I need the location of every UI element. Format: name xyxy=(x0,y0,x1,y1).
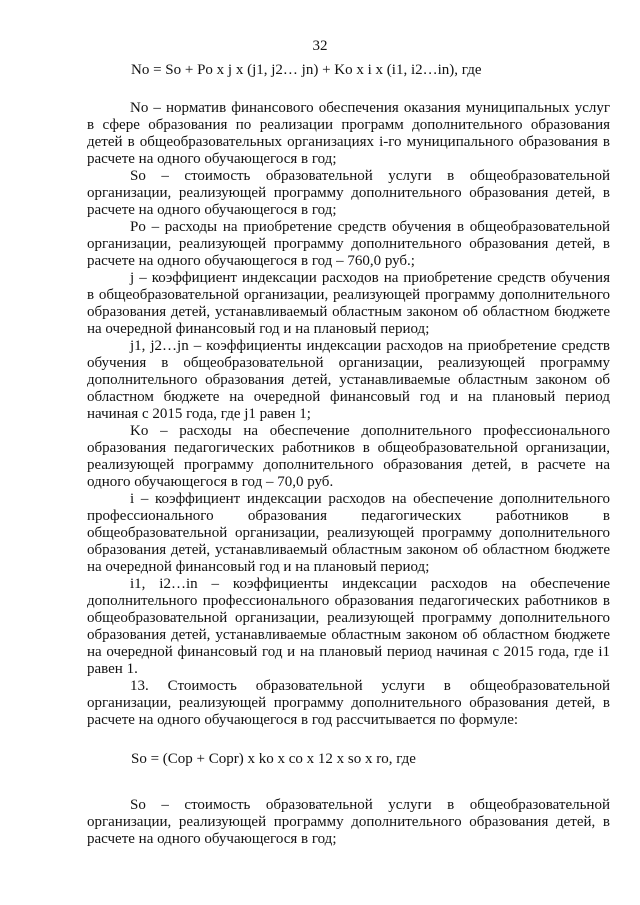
formula-no: No = So + Po x j x (j1, j2… jn) + Ko x i x (i1, i2…in), где xyxy=(131,62,482,78)
definition-j1-jn: j1, j2…jn – коэффициенты индексации расходов на приобретение средств обучения в общеобразовательной организации, реализующей программу дополнительного образования детей, устанавливаемые областным законом об областном бюджете на очередной финансовый год и на плановый период начиная с 2015 года, где j1 равен 1; xyxy=(87,338,610,422)
definition-ko: Ko – расходы на обеспечение дополнительного профессионального образования педагогических работников в общеобразовательной организации, реализующей программу дополнительного образования детей, в расчете на одного обучающегося в год – 70,0 руб. xyxy=(87,423,610,490)
definition-i: i – коэффициент индексации расходов на обеспечение дополнительного профессионального образования педагогических работников в общеобразовательной организации, реализующей программу дополнительного образования детей, устанавливаемый областным законом об областном бюджете на очередной финансовый год и на плановый период; xyxy=(87,491,610,575)
formula-so: So = (Cop + Copr) x ko x co x 12 x so x ro, где xyxy=(131,751,416,767)
definition-no: No – норматив финансового обеспечения оказания муниципальных услуг в сфере образования по реализации программ дополнительного образования детей в общеобразовательных организациях i-го муниципального образования в расчете на одного обучающегося в год; xyxy=(87,100,610,167)
definition-i1-in: i1, i2…in – коэффициенты индексации расходов на обеспечение дополнительного профессионального образования педагогических работников в общеобразовательной организации, реализующей программу дополнительного образования детей, устанавливаемые областным законом об областном бюджете на очередной финансовый год и на плановый период начиная с 2015 года, где i1 равен 1. xyxy=(87,576,610,677)
definition-j: j – коэффициент индексации расходов на приобретение средств обучения в общеобразовательной организации, реализующей программу дополнительного образования детей, устанавливаемый областным законом об областном бюджете на очередной финансовый год и на плановый период; xyxy=(87,270,610,337)
definition-po: Po – расходы на приобретение средств обучения в общеобразовательной организации, реализующей программу дополнительного образования детей, в расчете на одного обучающегося в год – 760,0 руб.; xyxy=(87,219,610,269)
definition-so: So – стоимость образовательной услуги в общеобразовательной организации, реализующей программу дополнительного образования детей, в расчете на одного обучающегося в год; xyxy=(87,168,610,218)
section-13-intro: 13. Стоимость образовательной услуги в общеобразовательной организации, реализующей программу дополнительного образования детей, в расчете на одного обучающегося в год рассчитывается по формуле: xyxy=(87,678,610,728)
document-body xyxy=(87,62,610,848)
page-number: 32 xyxy=(312,38,328,54)
definition-so-2: So – стоимость образовательной услуги в общеобразовательной организации, реализующей программу дополнительного образования детей, в расчете на одного обучающегося в год; xyxy=(87,797,610,847)
